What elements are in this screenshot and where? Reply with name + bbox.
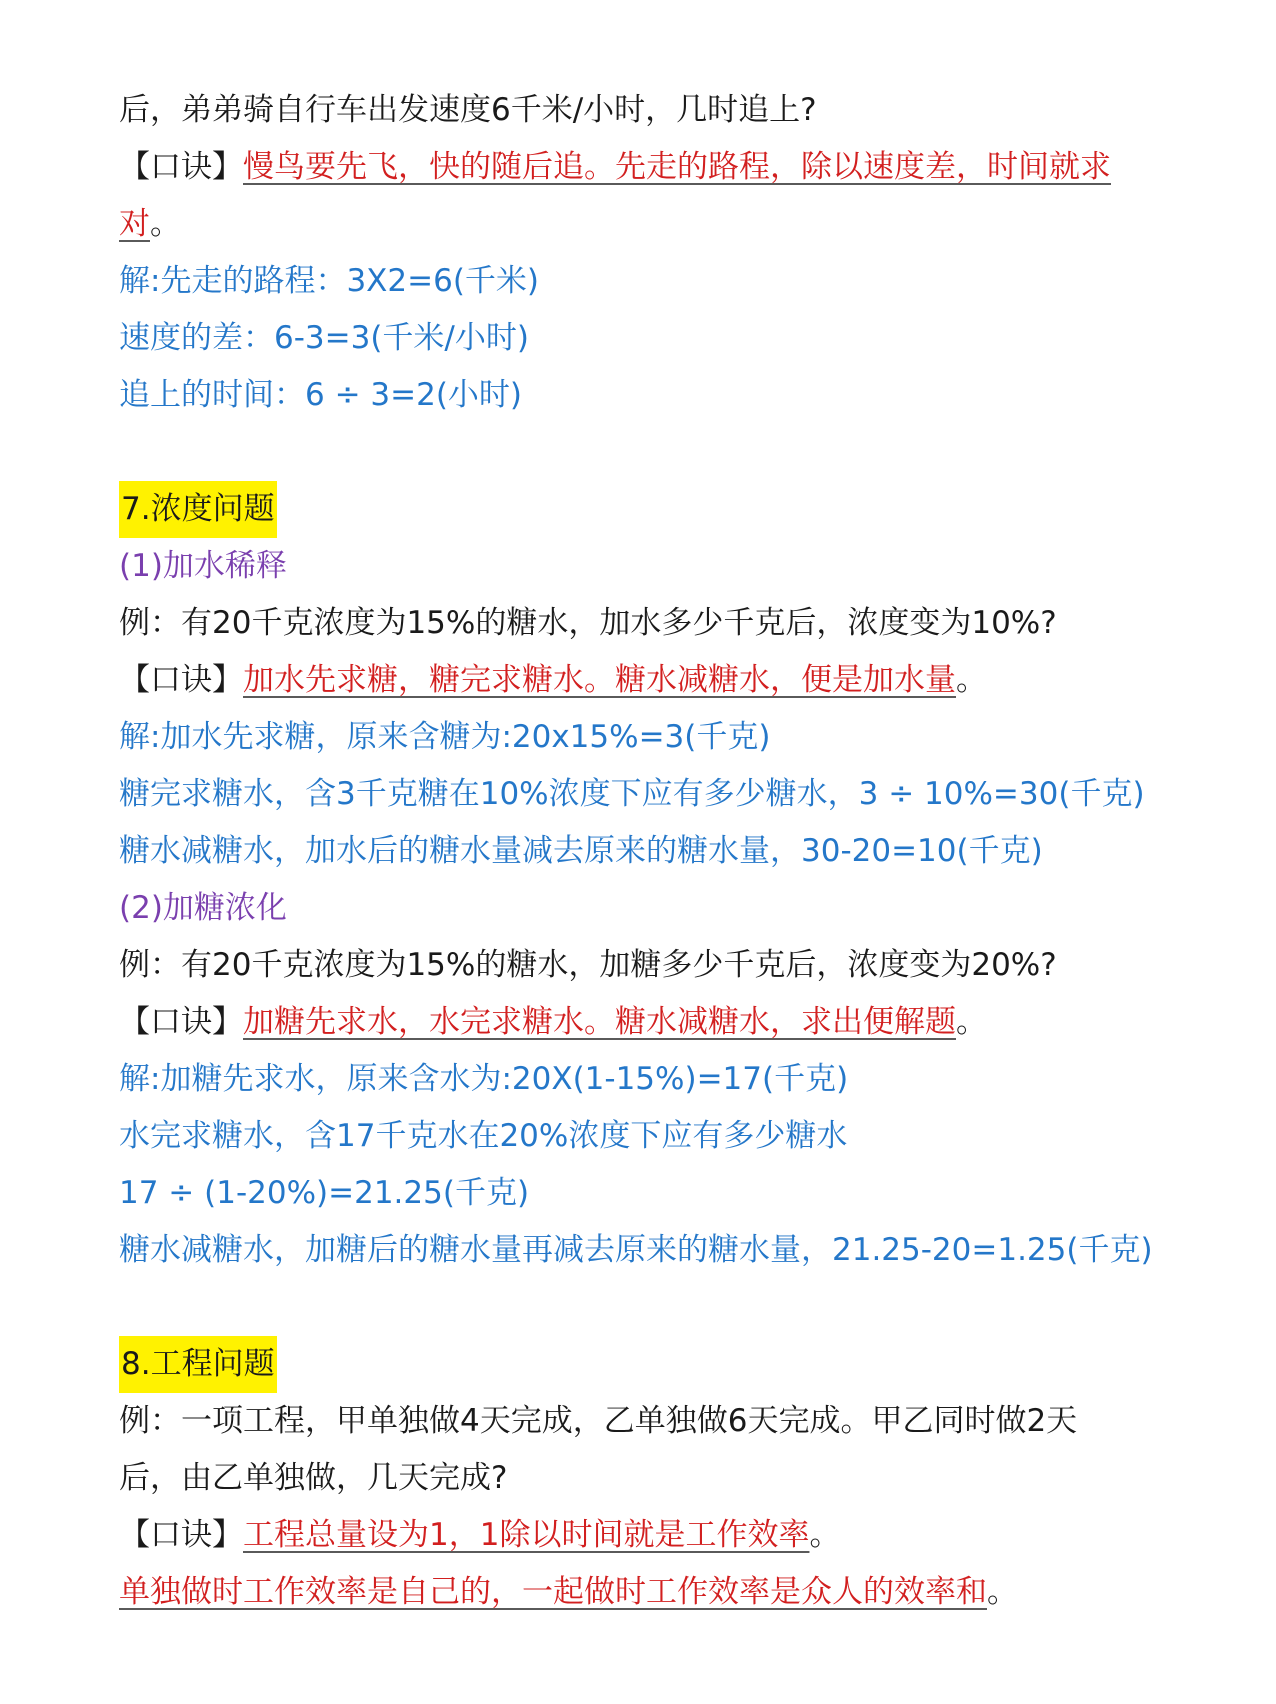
koujue-text: 慢鸟要先飞，快的随后追。先走的路程，除以速度差，时间就求 (243, 149, 1111, 185)
solution-line: 解:加水先求糖，原来含糖为:20x15%=3(千克) (119, 719, 771, 755)
section-heading-engineering: 8.工程问题 (119, 1336, 277, 1393)
solution-line: 糖完求糖水，含3千克糖在10%浓度下应有多少糖水，3 ÷ 10%=30(千克) (119, 776, 1145, 812)
koujue-end-mark: 。 (809, 1517, 841, 1553)
solution-line: 速度的差：6-3=3(千米/小时) (119, 320, 529, 356)
example-text: 例：一项工程，甲单独做4天完成，乙单独做6天完成。甲乙同时做2天 (119, 1403, 1078, 1439)
solution-line: 糖水减糖水，加糖后的糖水量再减去原来的糖水量，21.25-20=1.25(千克) (119, 1232, 1153, 1268)
koujue-label: 【口诀】 (119, 149, 243, 185)
koujue-text: 加糖先求水，水完求糖水。糖水减糖水，求出便解题 (243, 1004, 956, 1040)
solution-line: 水完求糖水，含17千克水在20%浓度下应有多少糖水 (119, 1118, 848, 1154)
koujue-line (119, 652, 1199, 709)
koujue-line-continued (119, 196, 1199, 253)
solution-line: 解:加糖先求水，原来含水为:20X(1-15%)=17(千克) (119, 1061, 849, 1097)
problem-text-continued: 后，弟弟骑自行车出发速度6千米/小时，几时追上? (119, 92, 817, 128)
example-text-continued: 后，由乙单独做，几天完成? (119, 1460, 508, 1496)
koujue-text: 加水先求糖，糖完求糖水。糖水减糖水，便是加水量 (243, 662, 956, 698)
subsection-title: (1)加水稀释 (119, 548, 287, 584)
solution-line: 追上的时间：6 ÷ 3=2(小时) (119, 377, 523, 413)
solution-line: 糖水减糖水，加水后的糖水量减去原来的糖水量，30-20=10(千克) (119, 833, 1043, 869)
spacer (119, 424, 1199, 481)
example-text: 例：有20千克浓度为15%的糖水，加水多少千克后，浓度变为10%? (119, 605, 1057, 641)
koujue-text: 工程总量设为1，1除以时间就是工作效率 (243, 1517, 810, 1553)
document-page (119, 82, 1199, 1621)
spacer (119, 1279, 1199, 1336)
section-heading-row (119, 1336, 1199, 1393)
koujue-line (119, 1507, 1199, 1564)
koujue-line-continued (119, 1564, 1199, 1621)
koujue-line (119, 139, 1199, 196)
koujue-label: 【口诀】 (119, 1517, 243, 1553)
subsection-title: (2)加糖浓化 (119, 890, 287, 926)
koujue-text-tail: 对 (119, 206, 150, 242)
koujue-end-mark: 。 (987, 1574, 1018, 1610)
koujue-label: 【口诀】 (119, 1004, 243, 1040)
example-text: 例：有20千克浓度为15%的糖水，加糖多少千克后，浓度变为20%? (119, 947, 1057, 983)
koujue-line (119, 994, 1199, 1051)
koujue-end-mark: 。 (956, 662, 987, 698)
solution-line: 解:先走的路程：3X2=6(千米) (119, 263, 540, 299)
koujue-end-mark: 。 (956, 1004, 987, 1040)
solution-line: 17 ÷ (1-20%)=21.25(千克) (119, 1175, 530, 1211)
koujue-end-mark: 。 (150, 206, 181, 242)
section-heading-concentration: 7.浓度问题 (119, 481, 277, 538)
section-heading-row (119, 481, 1199, 538)
koujue-text: 单独做时工作效率是自己的，一起做时工作效率是众人的效率和 (119, 1574, 987, 1610)
koujue-label: 【口诀】 (119, 662, 243, 698)
